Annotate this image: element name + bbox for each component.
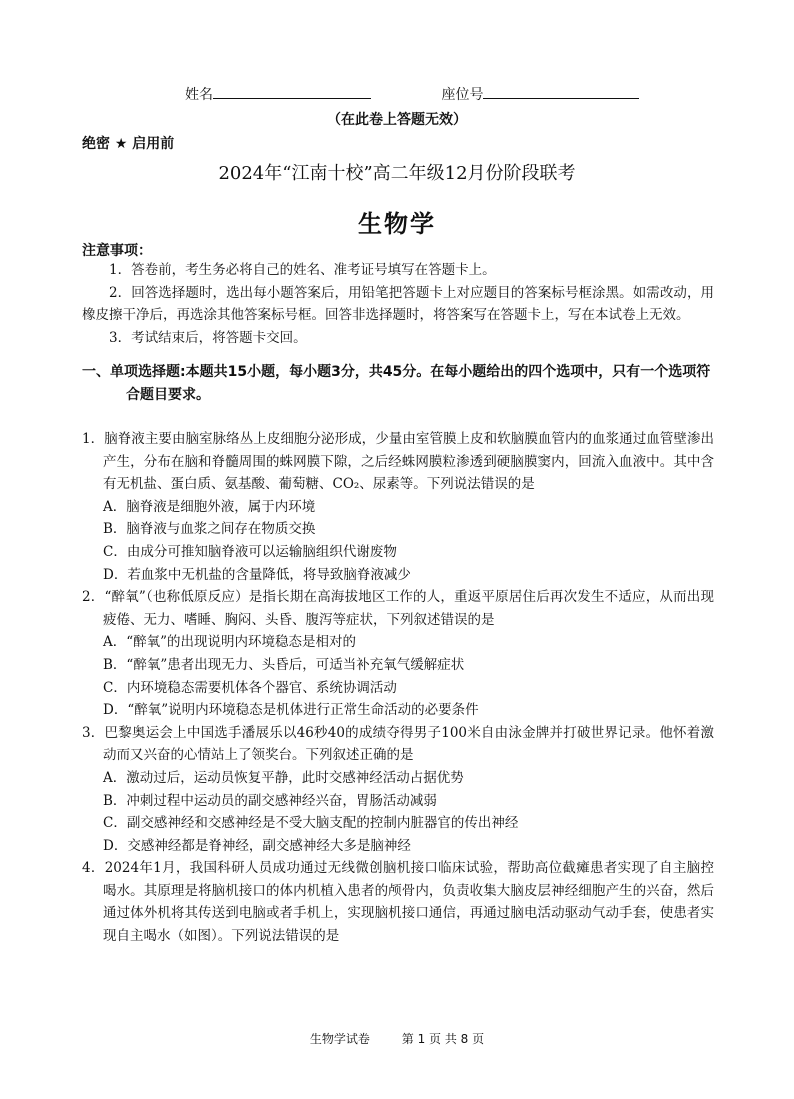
- notes-heading: 注意事项：: [82, 243, 152, 259]
- option-a: A．“醉氧”的出现说明内环境稳态是相对的: [103, 634, 357, 651]
- footer-page-number: 第 1 页 共 8 页: [401, 1032, 485, 1046]
- question-3: [82, 722, 714, 858]
- question-stem: 2．“醉氧”（也称低原反应）是指长期在高海拔地区工作的人，重返平原居住后再次发生不适应，从而出现疲倦、无力、嗜睡、胸闷、头昏、腹泻等症状，下列叙述错误的是: [82, 589, 714, 628]
- notes-list: [82, 259, 714, 349]
- seat-label: 座位号: [441, 87, 484, 103]
- question-stem: 1．脑脊液主要由脑室脉络丛上皮细胞分泌形成，少量由室管膜上皮和软脑膜血管内的血浆通过血管壁渗出产生，分布在脑和脊髓周围的蛛网膜下隙，之后经蛛网膜粒渗透到硬脑膜窦内，回流入血液中。其中含有无机盐、蛋白质、氨基酸、葡萄糖、CO₂、尿素等。下列说法错误的是: [82, 431, 714, 493]
- question-4: [82, 857, 714, 947]
- option-b: B．脑脊液与血浆之间存在物质交换: [103, 521, 316, 538]
- footer-subject: 生物学试卷: [309, 1032, 370, 1046]
- option-c: C．副交感神经和交感神经是不受大脑支配的控制内脏器官的传出神经: [103, 815, 519, 832]
- option-a: A．激动过后，运动员恢复平静，此时交感神经活动占据优势: [103, 769, 464, 786]
- option-c: C．由成分可推知脑脊液可以运输脑组织代谢废物: [103, 543, 397, 560]
- option-c: C．内环境稳态需要机体各个器官、系统协调活动: [103, 679, 397, 696]
- question-list: [82, 428, 714, 948]
- option-d: D．“醉氧”说明内环境稳态是机体进行正常生命活动的必要条件: [103, 702, 479, 719]
- option-d: D．若血浆中无机盐的含量降低，将导致脑脊液减少: [103, 566, 411, 583]
- seat-field: [441, 84, 639, 104]
- option-b: B．冲刺过程中运动员的副交感神经兴奋，胃肠活动减弱: [103, 792, 437, 809]
- subject-title: 生物学: [358, 210, 436, 238]
- option-b: B．“醉氧”患者出现无力、头昏后，可适当补充氧气缓解症状: [103, 656, 465, 673]
- page-footer: [0, 1030, 794, 1047]
- note-item: 1．答卷前，考生务必将自己的姓名、准考证号填写在答题卡上。: [109, 262, 496, 278]
- answer-invalid-notice: （在此卷上答题无效）: [327, 112, 467, 128]
- exam-title: 2024年“江南十校”高二年级12月份阶段联考: [218, 163, 576, 184]
- question-stem: 3．巴黎奥运会上中国选手潘展乐以46秒40的成绩夺得男子100米自由泳金牌并打破世界记录。他怀着激动而又兴奋的心情站上了领奖台。下列叙述正确的是: [82, 724, 714, 764]
- note-item: 3．考试结束后，将答题卡交回。: [109, 329, 307, 346]
- option-d: D．交感神经都是脊神经，副交感神经大多是脑神经: [103, 837, 411, 854]
- secret-label: 绝密 ★ 启用前: [82, 136, 175, 152]
- header-fields: [185, 84, 639, 104]
- option-a: A．脑脊液是细胞外液，属于内环境: [103, 498, 316, 515]
- question-2: [82, 586, 714, 722]
- question-1: [82, 428, 714, 586]
- name-field: [185, 84, 371, 104]
- name-blank-line: [213, 85, 371, 99]
- section-heading: 一、单项选择题:本题共15小题，每小题3分，共45分。在每小题给出的四个选项中，只有一个选项符合题目要求。: [82, 364, 711, 403]
- note-item: 2．回答选择题时，选出每小题答案后，用铅笔把答题卡上对应题目的答案标号框涂黑。如需改动，用橡皮擦干净后，再选涂其他答案标号框。回答非选择题时，将答案写在答题卡上，写在本试卷上无效。: [82, 284, 714, 323]
- seat-blank-line: [483, 85, 639, 99]
- name-label: 姓名: [185, 87, 213, 103]
- question-stem: 4．2024年1月，我国科研人员成功通过无线微创脑机接口临床试验，帮助高位截瘫患者实现了自主脑控喝水。其原理是将脑机接口的体内机植入患者的颅骨内，负责收集大脑皮层神经细胞产生的兴奋，然后通过体外机将其传送到电脑或者手机上，实现脑机接口通信，再通过脑电活动驱动气动手套，使患者实现自主喝水（如图）。下列说法错误的是: [82, 860, 714, 945]
